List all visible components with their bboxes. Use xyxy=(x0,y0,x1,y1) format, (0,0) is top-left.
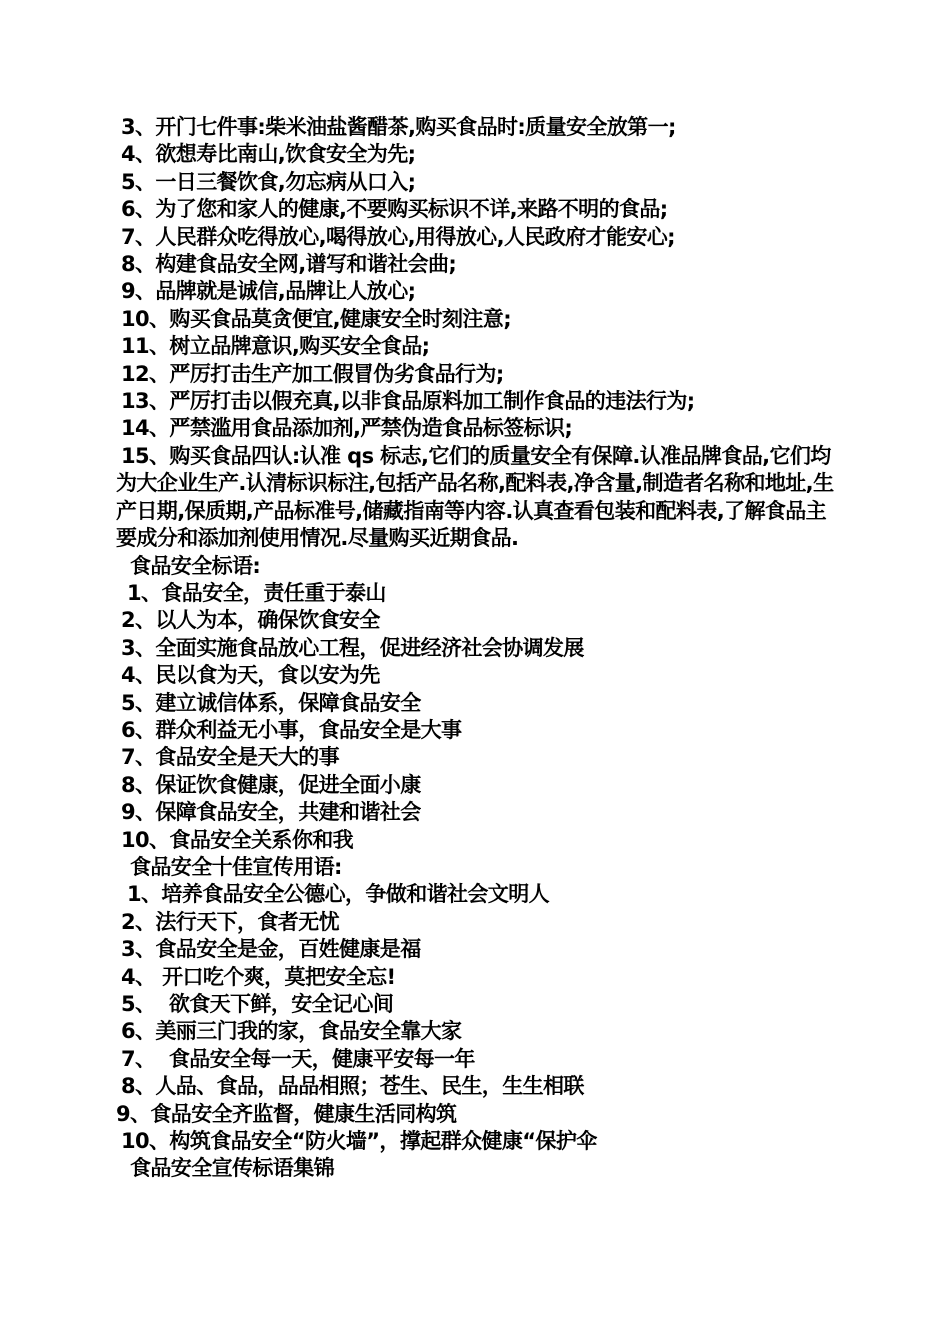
list-item: 10、食品安全关系你和我 xyxy=(121,827,354,852)
list-item: 4、欲想寿比南山,饮食安全为先; xyxy=(121,142,416,167)
list-item: 6、美丽三门我的家，食品安全靠大家 xyxy=(121,1019,462,1044)
list-item: 3、全面实施食品放心工程，促进经济社会协调发展 xyxy=(121,635,584,660)
list-item: 6、群众利益无小事，食品安全是大事 xyxy=(121,717,462,742)
list-item: 1、培养食品安全公德心，争做和谐社会文明人 xyxy=(127,882,550,907)
list-item: 12、严厉打击生产加工假冒伪劣食品行为; xyxy=(121,361,504,386)
list-item: 1、食品安全，责任重于泰山 xyxy=(127,580,386,605)
list-item: 10、构筑食品安全“防火墙”，撑起群众健康“保护伞 xyxy=(121,1129,597,1154)
list-item: 3、食品安全是金，百姓健康是福 xyxy=(121,937,421,962)
paragraph-item-15: 15、购买食品四认:认准 qs 标志,它们的质量安全有保障.认准品牌食品,它们均为大企业生产.认清标识标注,包括产品名称,配料表,净含量,制造者名称和地址,生产日期,保质期,产品标准号,储藏指南等内容.认真查看包装和配料表,了解食品主要成分和添加剂使用情况.尽量购买近期食品. xyxy=(116,443,834,551)
list-item: 11、树立品牌意识,购买安全食品; xyxy=(121,334,430,359)
list-item: 2、法行天下，食者无忧 xyxy=(121,909,340,934)
list-item: 5、 欲食天下鲜，安全记心间 xyxy=(121,992,394,1016)
list-item: 9、食品安全齐监督，健康生活同构筑 xyxy=(116,1101,457,1126)
list-item: 10、购买食品莫贪便宜,健康安全时刻注意; xyxy=(121,306,511,331)
list-item: 14、严禁滥用食品添加剂,严禁伪造食品标签标识; xyxy=(121,416,573,441)
list-item: 4、 开口吃个爽，莫把安全忘! xyxy=(121,964,396,989)
list-item: 5、建立诚信体系，保障食品安全 xyxy=(121,690,421,715)
list-item: 3、开门七件事:柴米油盐酱醋茶,购买食品时:质量安全放第一; xyxy=(121,115,676,139)
section-heading: 食品安全标语: xyxy=(130,553,261,578)
list-item: 13、严厉打击以假充真,以非食品原料加工制作食品的违法行为; xyxy=(121,389,695,414)
section-heading: 食品安全十佳宣传用语: xyxy=(130,854,342,879)
list-item: 6、为了您和家人的健康,不要购买标识不详,来路不明的食品; xyxy=(121,197,668,222)
list-item: 5、一日三餐饮食,勿忘病从口入; xyxy=(121,169,416,194)
list-item: 7、人民群众吃得放心,喝得放心,用得放心,人民政府才能安心; xyxy=(121,224,675,249)
list-item: 8、人品、食品，品品相照；苍生、民生，生生相联 xyxy=(121,1074,584,1099)
list-item: 7、食品安全是天大的事 xyxy=(121,745,340,770)
list-item: 2、以人为本，确保饮食安全 xyxy=(121,608,380,633)
list-item: 4、民以食为天，食以安为先 xyxy=(121,663,380,688)
section-heading: 食品安全宣传标语集锦 xyxy=(130,1156,334,1181)
list-item: 8、构建食品安全网,谱写和谐社会曲; xyxy=(121,252,457,277)
list-item: 9、品牌就是诚信,品牌让人放心; xyxy=(121,279,416,304)
list-item: 7、 食品安全每一天，健康平安每一年 xyxy=(121,1046,475,1071)
list-item: 9、保障食品安全，共建和谐社会 xyxy=(121,800,421,825)
list-item: 8、保证饮食健康，促进全面小康 xyxy=(121,772,421,797)
document-body xyxy=(114,114,834,1183)
